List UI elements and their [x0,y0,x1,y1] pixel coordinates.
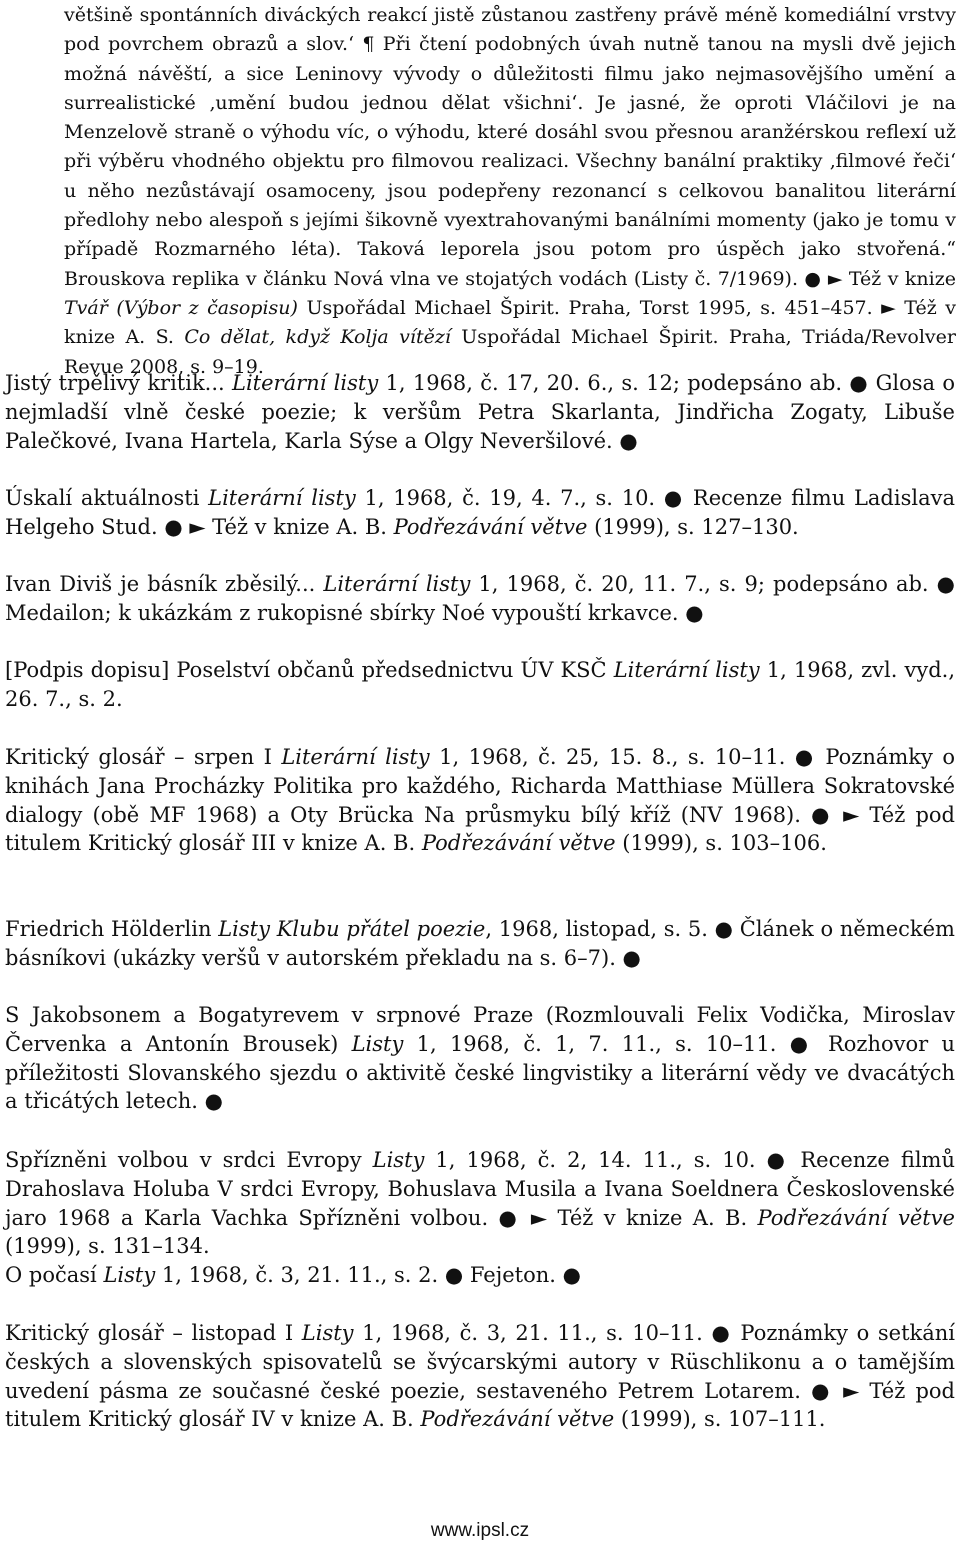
entry-text: (1999), s. 107–111. [614,1407,826,1432]
entry-periodical: Listy [301,1321,354,1345]
entry-periodical: Literární listy [208,486,356,510]
entry-title: Spřízněni volbou v srdci Evropy [5,1148,373,1172]
entry-text: 1, 1968, č. 1, 7. 11., s. 10–11. ● Rozhovor u příležitosti Slovanského sjezdu o aktivitě české lingvistiky a literární vědy ve dvacátých a třicátých letech. ● [5,1031,955,1114]
entry-title: Kritický glosář – listopad I [5,1321,302,1345]
intro-text: většině spontánních diváckých reakcí jistě zůstanou zastřeny právě méně komediální vrstvy pod povrchem obrazů a slov.‘ ¶ Při čtení podobných úvah nutně tanou na mysli dvě jejich možná návěští, a sice Leninovy vývody o důležitosti filmu jako nejmasovějšího umění a surrealistické ‚umění budou jednou dělat všichni‘. Je jasné, že oproti Vláčilovi je na Menzelově straně o výhodu víc, o výhodu, které dosáhl svou přesnou aranžérskou reflexí už při výběru vhodného objektu pro filmovou realizaci. Všechny banální praktiky ‚filmové řeči‘ u něho nezůstávají osamoceny, jsou podepřeny rezonancí s celkovou banalitou literární předlohy nebo alespoň s jejími šikovně vyextrahovanými banálními momenty (jako je tomu v případě Rozmarného léta). Taková leporela jsou potom pro úspěch jako stvořená.“ Brouskova replika v článku Nová vlna ve stojatých vodách (Listy č. 7/1969). ● ► Též v knize [64,4,956,290]
entry-periodical: Listy Klubu přátel poezie [218,917,486,941]
entry-text: 1, 1968, č. 3, 21. 11., s. 10–11. ● Poznámky o setkání českých a slovenských spisovatelů se švýcarskými autory v Rüschlikonu a o tamějším uvedení pásma ze současné české poezie, sestaveného Petrem Lotarem. ● ► Též pod titulem Kritický glosář IV v knize A. B. [5,1321,955,1432]
entry-book: Podřezávání větve [420,1407,615,1432]
entry-text: (1999), s. 103–106. [615,831,827,856]
entry-title: Jistý trpělivý kritik... [5,371,233,395]
bibliography-entry [5,1001,955,1116]
entry-periodical: Listy [372,1148,425,1172]
entry-periodical: Literární listy [323,572,471,596]
bibliography-entry [5,1261,955,1290]
bibliography-entry [5,743,955,858]
bibliography-entry [5,1146,955,1261]
intro-text: Uspořádal Michael Špirit. Praha, Triáda/Revolver Revue 2008, s. 9–19. [64,326,956,378]
entry-book: Podřezávání větve [757,1205,955,1230]
entry-text: 1, 1968, č. 25, 15. 8., s. 10–11. ● Poznámky o knihách Jana Procházky Politika pro každého, Richarda Matthiase Müllera Sokratovské dialogy (obě MF 1968) a Oty Brücka Na průsmyku bílý kříž (NV 1968). ● ► Též pod titulem Kritický glosář III v knize A. B. [5,745,955,856]
bibliography-entry [5,656,955,714]
entry-title: Friedrich Hölderlin [5,917,219,941]
bibliography-entry [5,369,955,455]
intro-paragraph [64,1,956,382]
bibliography-entry [5,1319,955,1434]
intro-text: Uspořádal Michael Špirit. Praha, Torst 1995, s. 451–457. ► Též v knize A. S. [64,296,956,349]
entry-text: , 1968, listopad, s. 5. ● Článek o německém básníkovi (ukázky veršů v autorském překladu na s. 6–7). ● [5,917,955,970]
entry-periodical: Literární listy [613,658,760,682]
entry-periodical: Listy [103,1263,156,1287]
entry-title: O počasí [5,1263,104,1287]
entry-title: Kritický glosář – srpen I [5,745,282,769]
bibliography-entry [5,570,955,628]
entry-title: S Jakobsonem a Bogatyrevem v srpnové Praze (Rozmlouvali Felix Vodička, Miroslav Červenka a Antonín Brousek) [5,1003,955,1056]
entry-text: 1, 1968, č. 17, 20. 6., s. 12; podepsáno ab. ● Glosa o nejmladší vlně české poezie; k veršům Petra Skarlanta, Jindřicha Zogaty, Libuše Palečkové, Ivana Hartela, Karla Sýse a Olgy Neveršilové. ● [5,371,955,453]
entry-title: Ivan Diviš je básník zběsilý... [5,572,324,596]
entry-title: [Podpis dopisu] Poselství občanů předsednictvu ÚV KSČ [5,658,614,682]
entry-periodical: Literární listy [232,371,379,395]
bibliography-entry [5,915,955,973]
intro-italic-title: Tvář (Výbor z časopisu) [64,296,298,319]
entry-text: (1999), s. 127–130. [587,514,799,539]
entry-text: 1, 1968, zvl. vyd., 26. 7., s. 2. [5,658,955,711]
entry-title: Úskalí aktuálnosti [5,486,209,510]
entry-periodical: Listy [351,1031,404,1056]
entry-periodical: Literární listy [281,745,430,769]
entry-text: 1, 1968, č. 20, 11. 7., s. 9; podepsáno ab. ● Medailon; k ukázkám z rukopisné sbírky Noé vypouští krkavce. ● [5,572,955,625]
entry-book: Podřezávání větve [421,831,616,856]
intro-italic-title: Co dělat, když Kolja vítězí [184,326,451,349]
bibliography-entry [5,484,955,542]
entry-text: 1, 1968, č. 3, 21. 11., s. 2. ● Fejeton. ● [155,1263,581,1287]
footer-website-link[interactable]: www.ipsl.cz [430,1520,530,1541]
entry-text: (1999), s. 131–134. [5,1234,210,1259]
entry-text: 1, 1968, č. 2, 14. 11., s. 10. ● Recenze filmů Drahoslava Holuba V srdci Evropy, Bohuslava Musila a Ivana Soeldnera Československé jaro 1968 a Karla Vachka Spřízněni volbou. ● ► Též v knize A. B. [5,1148,955,1230]
entry-book: Podřezávání větve [393,514,588,539]
entry-text: 1, 1968, č. 19, 4. 7., s. 10. ● Recenze filmu Ladislava Helgeho Stud. ● ► Též v knize A. B. [5,486,955,539]
